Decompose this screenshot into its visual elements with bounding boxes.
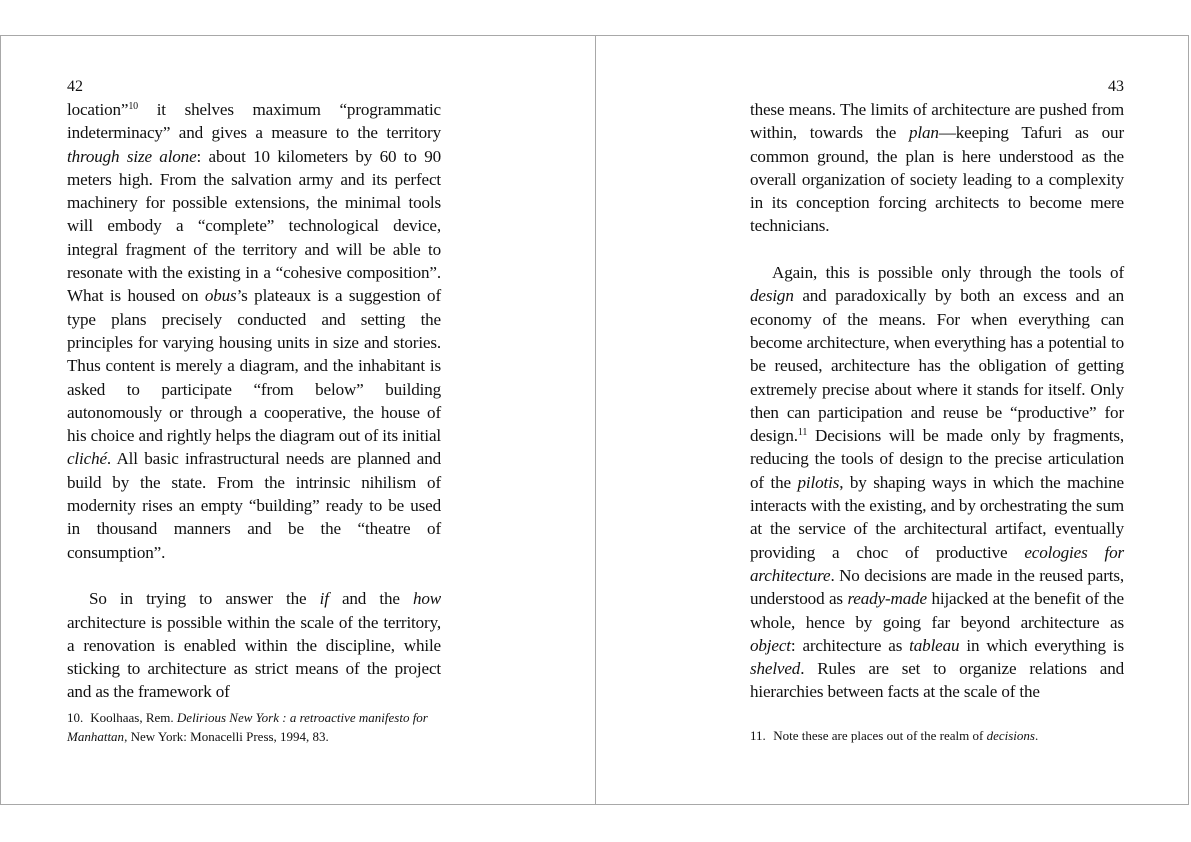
footnote-text: Koolhaas, Rem. Delirious New York : a retroactive manifesto for Manhattan, New York: Monacelli Press, 1994, 83.	[67, 710, 428, 744]
left-body-text	[67, 98, 441, 704]
left-paragraph-1: location”$^{10}$ it shelves maximum “programmatic indeterminacy” and gives a measure to the territory through size alone: about 10 kilometers by 60 to 90 meters high. From the salvation army and its perfect machinery for possible extensions, the minimal tools will embody a “complete” technological device, integral fragment of the territory and will be able to resonate with the existing in a “cohesive composition”. What is housed on obus’s plateaux is a suggestion of type plans precisely conducted and setting the principles for varying housing units in size and stories. Thus content is merely a diagram, and the inhabitant is asked to participate “from below” building autonomously or through a cooperative, the house of his choice and rightly helps the diagram out of its initial cliché. All basic infrastructural needs are planned and build by the state. From the intrinsic nihilism of modernity rises an empty “building” ready to be used in thousand manners and be the “theatre of consumption”.	[67, 100, 441, 562]
footnote-number: 10.	[67, 710, 84, 725]
footnote-10	[67, 708, 441, 746]
footnote-number: 11.	[750, 728, 766, 743]
right-paragraph-1: these means. The limits of architecture are pushed from within, towards the plan—keeping Tafuri as our common ground, the plan is here understood as the overall organization of society leading to a complexity in its conception forcing architects to become mere technicians.	[750, 100, 1124, 236]
footnote-11	[750, 726, 1124, 745]
footnote-text: Note these are places out of the realm of decisions.	[773, 728, 1039, 743]
gutter-divider	[595, 35, 596, 805]
left-paragraph-2: So in trying to answer the if and the how architecture is possible within the scale of the territory, a renovation is enabled within the discipline, while sticking to architecture as strict means of the project and as the framework of	[67, 589, 441, 702]
right-body-text	[750, 98, 1124, 704]
page-number-left: 42	[67, 78, 83, 95]
right-paragraph-2: Again, this is possible only through the tools of design and paradoxically by both an excess and an economy of the means. For when everything can become architecture, when everything has a potential to be reused, architecture has the obligation of getting extremely precise about where it stands for itself. Only then can participation and reuse be “productive” for design.$^{11}$ Decisions will be made only by fragments, reducing the tools of design to the precise articulation of the pilotis, by shaping ways in which the machine interacts with the existing, and by orchestrating the sum at the service of the architectural artifact, eventually providing a choc of productive ecologies for architecture. No decisions are made in the reused parts, understood as ready-made hijacked at the benefit of the whole, hence by going far beyond architecture as object: architecture as tableau in which everything is shelved. Rules are set to organize relations and hierarchies between facts at the scale of the	[750, 263, 1124, 702]
page-number-right: 43	[1108, 78, 1124, 95]
